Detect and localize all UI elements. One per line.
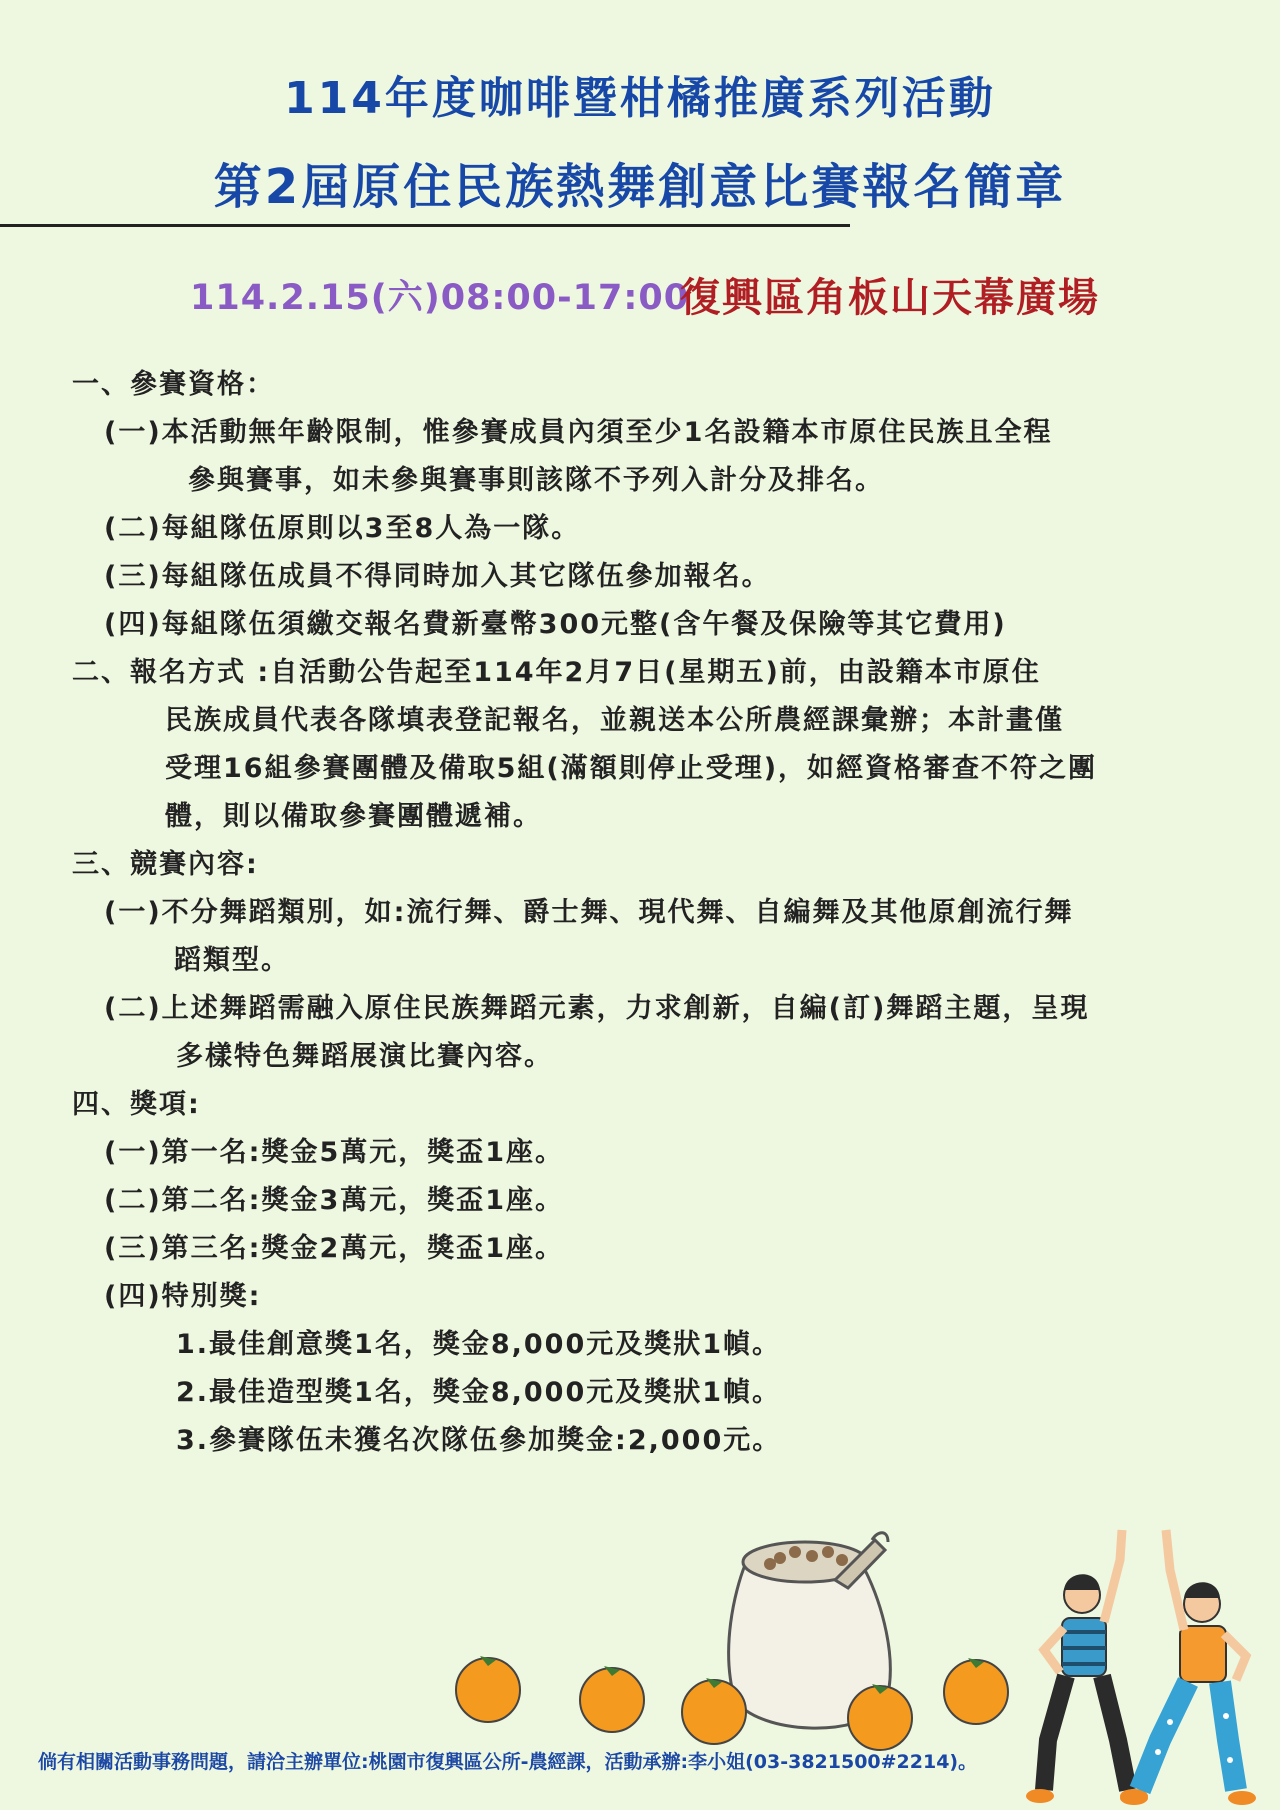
content-item-2: (二)上述舞蹈需融入原住民族舞蹈元素，力求創新，自編(訂)舞蹈主題，呈現 <box>104 993 1090 1024</box>
award-special-2: 2.最佳造型獎1名，獎金8,000元及獎狀1幀。 <box>176 1377 782 1408</box>
section-registration: 二、報名方式 :自活動公告起至114年2月7日(星期五)前，由設籍本市原住 <box>72 657 1041 688</box>
content-item-2-cont: 多樣特色舞蹈展演比賽內容。 <box>176 1041 553 1072</box>
eligibility-item-3: (三)每組隊伍成員不得同時加入其它隊伍參加報名。 <box>104 561 771 592</box>
dancer-right-icon <box>1120 1530 1256 1805</box>
event-venue: 復興區角板山天幕廣場 <box>680 275 1100 321</box>
eligibility-item-1-cont: 參與賽事，如未參與賽事則該隊不予列入計分及排名。 <box>188 465 884 496</box>
content-item-1-cont: 蹈類型。 <box>174 945 290 976</box>
event-datetime: 114.2.15(六)08:00-17:00 <box>190 278 690 318</box>
award-special-heading: (四)特別獎: <box>104 1281 262 1312</box>
section-content-heading: 三、競賽內容: <box>72 849 259 880</box>
tangerine-icon <box>580 1666 644 1732</box>
eligibility-item-1: (一)本活動無年齡限制，惟參賽成員內須至少1名設籍本市原住民族且全程 <box>104 417 1053 448</box>
award-third: (三)第三名:獎金2萬元，獎盃1座。 <box>104 1233 565 1264</box>
registration-cont-3: 體，則以備取參賽團體遞補。 <box>165 801 542 832</box>
tangerine-icon <box>682 1678 746 1744</box>
contact-footer: 倘有相關活動事務問題，請洽主辦單位:桃園市復興區公所-農經課，活動承辦:李小姐(03-3821500#2214)。 <box>38 1751 978 1773</box>
content-item-1: (一)不分舞蹈類別，如:流行舞、爵士舞、現代舞、自編舞及其他原創流行舞 <box>104 897 1074 928</box>
tangerine-icon <box>944 1658 1008 1724</box>
page-title-line-2: 第2屆原住民族熱舞創意比賽報名簡章 <box>213 159 1067 215</box>
eligibility-item-4: (四)每組隊伍須繳交報名費新臺幣300元整(含午餐及保險等其它費用) <box>104 609 1007 640</box>
page-title-line-1: 114年度咖啡暨柑橘推廣系列活動 <box>284 73 996 124</box>
award-special-1: 1.最佳創意獎1名，獎金8,000元及獎狀1幀。 <box>176 1329 782 1360</box>
eligibility-item-2: (二)每組隊伍原則以3至8人為一隊。 <box>104 513 581 544</box>
award-first: (一)第一名:獎金5萬元，獎盃1座。 <box>104 1137 565 1168</box>
registration-cont-2: 受理16組參賽團體及備取5組(滿額則停止受理)，如經資格審查不符之團 <box>165 753 1098 784</box>
award-special-3: 3.參賽隊伍未獲名次隊伍參加獎金:2,000元。 <box>176 1425 782 1456</box>
registration-cont-1: 民族成員代表各隊填表登記報名，並親送本公所農經課彙辦；本計畫僅 <box>165 705 1064 736</box>
dancer-left-icon <box>1026 1530 1148 1803</box>
section-awards-heading: 四、獎項: <box>72 1089 201 1120</box>
tangerine-icon <box>456 1656 520 1722</box>
section-eligibility-heading: 一、參賽資格： <box>72 369 275 400</box>
award-second: (二)第二名:獎金3萬元，獎盃1座。 <box>104 1185 565 1216</box>
tangerine-icon <box>848 1684 912 1750</box>
